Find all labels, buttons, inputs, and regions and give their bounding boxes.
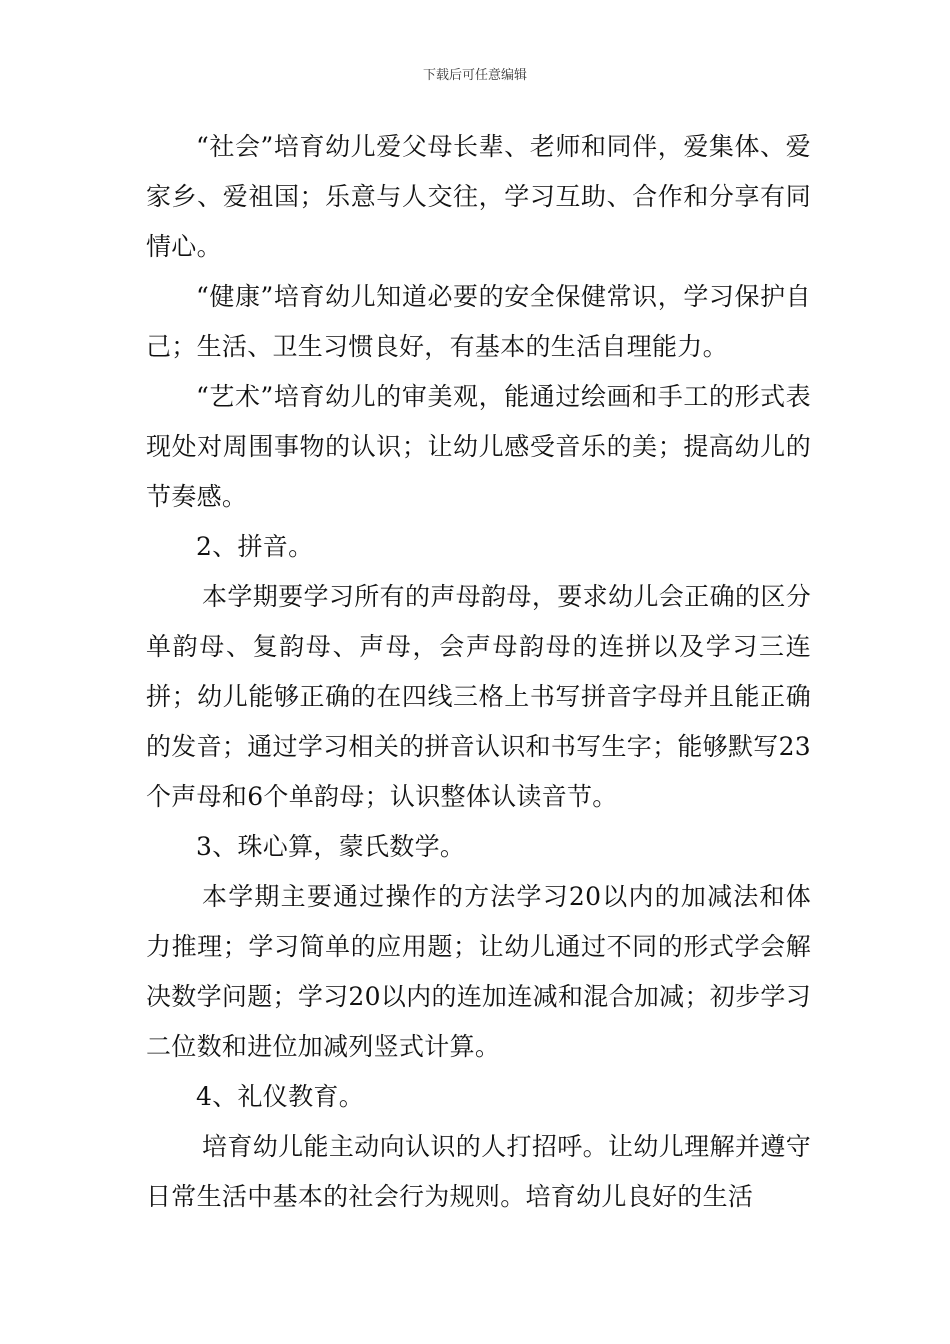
page-header: 下载后可任意编辑: [422, 68, 527, 83]
document-body: [146, 122, 811, 1222]
paragraph-social: “社会”培育幼儿爱父母长辈、老师和同伴，爱集体、爱家乡、爱祖国；乐意与人交往，学习互助、合作和分享有同情心。: [146, 132, 811, 261]
section-heading-math: 3、珠心算，蒙氏数学。: [196, 832, 466, 861]
paragraph-pinyin: 本学期要学习所有的声母韵母，要求幼儿会正确的区分单韵母、复韵母、声母，会声母韵母的连拼以及学习三连拼；幼儿能够正确的在四线三格上书写拼音字母并且能正确的发音；通过学习相关的拼音认识和书写生字；能够默写23个声母和6个单韵母；认识整体认读音节。: [146, 582, 811, 811]
paragraph-art: “艺术”培育幼儿的审美观，能通过绘画和手工的形式表现处对周围事物的认识；让幼儿感受音乐的美；提高幼儿的节奏感。: [146, 382, 811, 511]
paragraph-math: 本学期主要通过操作的方法学习20以内的加减法和体力推理；学习简单的应用题；让幼儿通过不同的形式学会解决数学问题；学习20以内的连加连减和混合加减；初步学习二位数和进位加减列竖式计算。: [146, 882, 811, 1061]
paragraph-health: “健康”培育幼儿知道必要的安全保健常识，学习保护自己；生活、卫生习惯良好，有基本的生活自理能力。: [146, 282, 811, 361]
paragraph-etiquette: 培育幼儿能主动向认识的人打招呼。让幼儿理解并遵守日常生活中基本的社会行为规则。培育幼儿良好的生活: [146, 1132, 811, 1211]
section-heading-pinyin: 2、拼音。: [196, 532, 314, 561]
section-heading-etiquette: 4、礼仪教育。: [196, 1082, 365, 1111]
